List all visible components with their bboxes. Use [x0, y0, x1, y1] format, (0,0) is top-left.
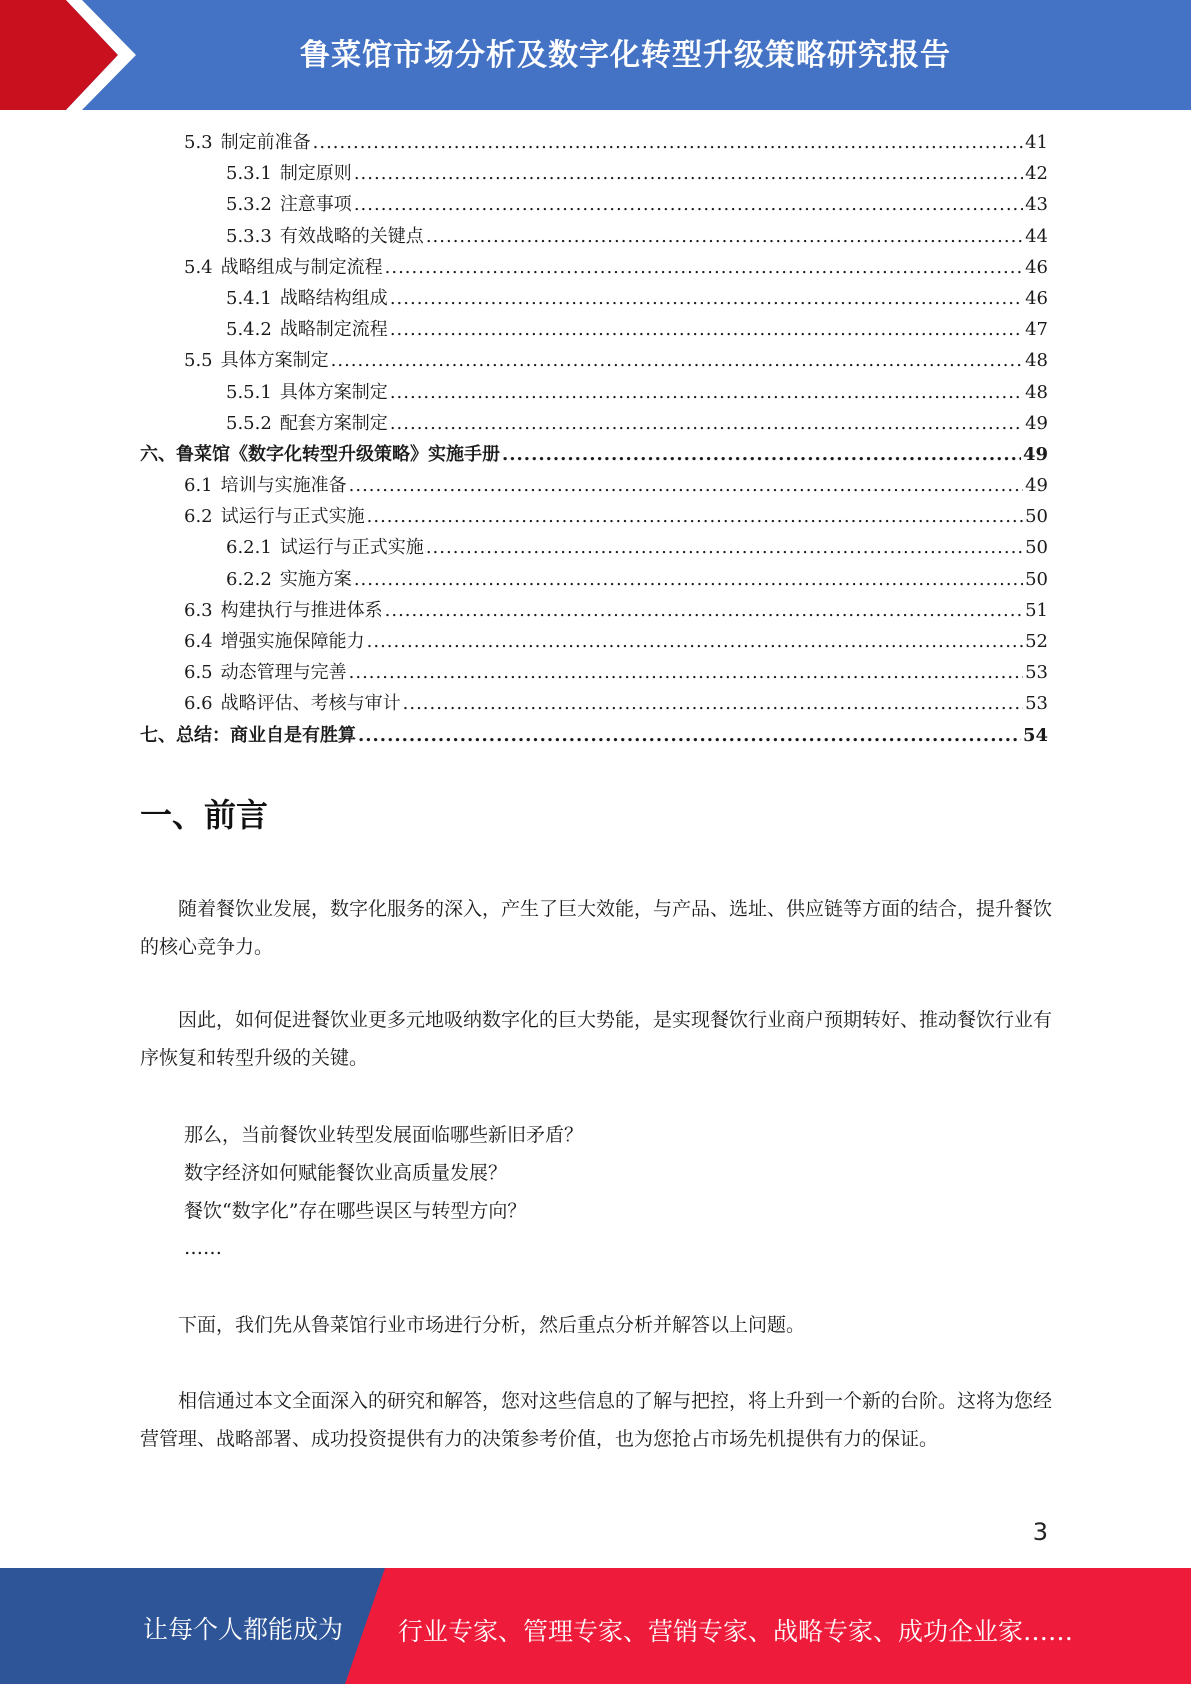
- toc-entry-number: 6.6: [184, 693, 213, 715]
- toc-entry-number: 5.5.2: [226, 412, 272, 434]
- toc-dot-leader: [390, 283, 1023, 314]
- toc-entry-number: 5.3: [184, 132, 213, 153]
- toc-entry-title: 配套方案制定: [279, 412, 388, 434]
- toc-entry-page: 46: [1025, 287, 1048, 309]
- toc-entry-number: 5.4.1: [226, 287, 272, 309]
- paragraph-1: 随着餐饮业发展，数字化服务的深入，产生了巨大效能，与产品、选址、供应链等方面的结合，提升餐饮的核心竞争力。: [140, 898, 1053, 958]
- ellipsis: ……: [184, 1237, 222, 1259]
- toc-entry-page: 53: [1025, 662, 1048, 684]
- toc-dot-leader: [385, 595, 1023, 626]
- toc-dot-leader: [358, 720, 1021, 751]
- toc-entry-title: 有效战略的关键点: [279, 225, 424, 247]
- toc-entry[interactable]: [140, 408, 1048, 439]
- question-2: 数字经济如何赋能餐饮业高质量发展？: [184, 1162, 508, 1184]
- toc-entry-page: 50: [1025, 568, 1048, 590]
- toc-entry-title: 七、总结：商业自是有胜算: [140, 724, 356, 746]
- toc-entry-page: 50: [1025, 537, 1048, 559]
- toc-dot-leader: [502, 439, 1021, 470]
- toc-entry-number: 5.4: [184, 256, 213, 278]
- toc-entry-number: 5.3.1: [226, 163, 272, 185]
- toc-entry-page: 54: [1022, 724, 1048, 746]
- toc-entry-title: 具体方案制定: [279, 381, 388, 403]
- toc-entry[interactable]: [140, 377, 1048, 408]
- toc-entry[interactable]: [140, 501, 1048, 532]
- toc-dot-leader: [367, 626, 1023, 657]
- footer-banner: [0, 1568, 1191, 1684]
- toc-entry-number: 6.5: [184, 662, 213, 684]
- toc-dot-leader: [331, 345, 1023, 376]
- toc-entry-number: 6.4: [184, 631, 213, 652]
- toc-entry-number: 6.2.1: [226, 537, 272, 559]
- toc-entry-title: 战略制定流程: [279, 319, 388, 341]
- table-of-contents: [140, 127, 1048, 751]
- toc-entry-number: 6.1: [184, 475, 213, 497]
- toc-dot-leader: [390, 314, 1023, 345]
- toc-entry[interactable]: [140, 189, 1048, 220]
- toc-entry[interactable]: [140, 345, 1048, 376]
- toc-entry-number: 6.3: [184, 599, 213, 621]
- toc-entry-title: 战略组成与制定流程: [220, 256, 383, 278]
- footer-slogan-left: 让每个人都能成为: [143, 1615, 344, 1644]
- footer-slogan-right: 行业专家、管理专家、营销专家、战略专家、成功企业家……: [398, 1617, 1074, 1646]
- toc-entry-title: 具体方案制定: [220, 350, 329, 372]
- page-number: 3: [1032, 1518, 1048, 1546]
- paragraph-2: 因此，如何促进餐饮业更多元地吸纳数字化的巨大势能，是实现餐饮行业商户预期转好、推动餐饮行业有序恢复和转型升级的关键。: [140, 1009, 1053, 1069]
- toc-entry-page: 52: [1025, 631, 1048, 652]
- toc-entry-title: 制定原则: [279, 163, 352, 185]
- toc-entry-title: 实施方案: [279, 568, 352, 590]
- toc-dot-leader: [390, 408, 1023, 439]
- toc-entry[interactable]: [140, 127, 1048, 158]
- toc-entry[interactable]: [140, 595, 1048, 626]
- toc-entry[interactable]: [140, 626, 1048, 657]
- toc-dot-leader: [313, 127, 1023, 158]
- question-3: 餐饮“数字化”存在哪些误区与转型方向？: [184, 1200, 527, 1222]
- toc-dot-leader: [349, 470, 1023, 501]
- toc-entry-title: 动态管理与完善: [220, 662, 347, 684]
- toc-dot-leader: [390, 377, 1023, 408]
- toc-entry-number: 5.4.2: [226, 319, 272, 341]
- toc-entry[interactable]: [140, 532, 1048, 563]
- toc-entry-title: 制定前准备: [220, 132, 311, 153]
- toc-entry-number: 6.2: [184, 506, 213, 528]
- toc-dot-leader: [367, 501, 1023, 532]
- toc-entry-page: 49: [1022, 443, 1048, 465]
- toc-entry-title: 试运行与正式实施: [220, 506, 365, 528]
- toc-entry[interactable]: [140, 283, 1048, 314]
- toc-entry-title: 战略结构组成: [279, 287, 388, 309]
- toc-entry[interactable]: [140, 688, 1048, 719]
- toc-entry-page: 48: [1025, 350, 1048, 372]
- toc-entry-title: 战略评估、考核与审计: [220, 693, 401, 715]
- toc-entry-page: 49: [1025, 475, 1048, 497]
- toc-entry-page: 49: [1025, 412, 1048, 434]
- toc-dot-leader: [349, 657, 1023, 688]
- toc-entry[interactable]: [140, 470, 1048, 501]
- toc-entry-title: 注意事项: [279, 194, 352, 216]
- header-banner: [0, 0, 1191, 110]
- toc-dot-leader: [354, 189, 1023, 220]
- toc-entry[interactable]: [140, 720, 1048, 751]
- toc-entry-page: 53: [1025, 693, 1048, 715]
- toc-entry-page: 43: [1025, 194, 1048, 216]
- toc-entry[interactable]: [140, 657, 1048, 688]
- header-arrow-icon: [0, 0, 160, 110]
- paragraph-3: 下面，我们先从鲁菜馆行业市场进行分析，然后重点分析并解答以上问题。: [178, 1314, 806, 1336]
- toc-entry-number: 6.2.2: [226, 568, 272, 590]
- toc-entry-number: 5.3.2: [226, 194, 272, 216]
- toc-entry-page: 44: [1025, 225, 1048, 247]
- toc-entry[interactable]: [140, 439, 1048, 470]
- toc-entry-title: 试运行与正式实施: [279, 537, 424, 559]
- toc-entry-page: 42: [1025, 163, 1048, 185]
- toc-entry-number: 5.5: [184, 350, 213, 372]
- toc-entry[interactable]: [140, 314, 1048, 345]
- toc-entry-title: 培训与实施准备: [220, 475, 347, 497]
- toc-entry-page: 48: [1025, 381, 1048, 403]
- toc-dot-leader: [385, 252, 1023, 283]
- report-title: 鲁菜馆市场分析及数字化转型升级策略研究报告: [300, 38, 951, 73]
- toc-dot-leader: [403, 688, 1023, 719]
- toc-entry-number: 5.3.3: [226, 225, 272, 247]
- section-title: 一、前言: [140, 796, 269, 834]
- toc-entry[interactable]: [140, 252, 1048, 283]
- question-1: 那么，当前餐饮业转型发展面临哪些新旧矛盾？: [184, 1124, 584, 1146]
- toc-entry[interactable]: [140, 158, 1048, 189]
- toc-entry-number: 5.5.1: [226, 381, 272, 403]
- toc-entry[interactable]: [140, 564, 1048, 595]
- toc-entry-page: 47: [1025, 319, 1048, 341]
- toc-entry-page: 41: [1025, 132, 1048, 153]
- paragraph-4: 相信通过本文全面深入的研究和解答，您对这些信息的了解与把控，将上升到一个新的台阶。这将为您经营管理、战略部署、成功投资提供有力的决策参考价值，也为您抢占市场先机提供有力的保证。: [140, 1390, 1053, 1450]
- toc-entry-page: 50: [1025, 506, 1048, 528]
- toc-dot-leader: [354, 564, 1023, 595]
- toc-dot-leader: [354, 158, 1023, 189]
- toc-entry-title: 六、鲁菜馆《数字化转型升级策略》实施手册: [140, 443, 500, 465]
- toc-dot-leader: [426, 221, 1023, 252]
- toc-entry[interactable]: [140, 221, 1048, 252]
- toc-entry-title: 增强实施保障能力: [220, 631, 365, 652]
- toc-entry-page: 51: [1025, 599, 1048, 621]
- toc-dot-leader: [426, 532, 1023, 563]
- toc-entry-page: 46: [1025, 256, 1048, 278]
- toc-entry-title: 构建执行与推进体系: [220, 599, 383, 621]
